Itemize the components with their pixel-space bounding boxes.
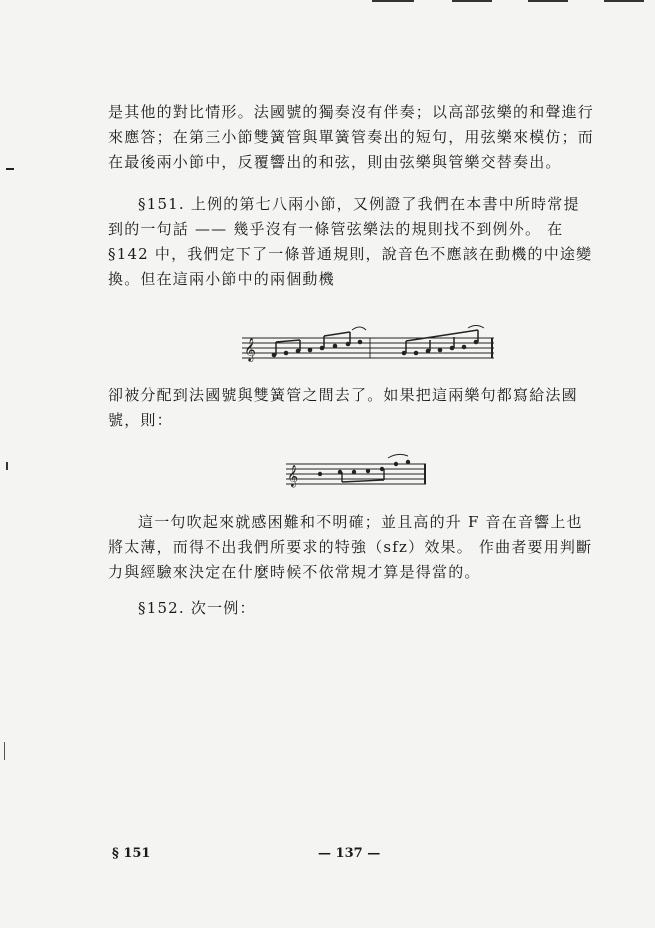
paragraph-2 [108,192,605,292]
footer-section-ref: § 151 [112,846,151,861]
margin-mark [6,168,14,170]
section-heading [108,596,605,621]
top-rule-2 [452,0,492,2]
text-line: §142 中，我們定下了一條普通規則，說音色不應該在動機的中途變 [108,245,593,263]
text-line: 換。但在這兩小節中的兩個動機 [108,270,335,288]
margin-mark [4,742,8,760]
text-line: 卻被分配到法國號與雙簧管之間去了。如果把這兩樂句都寫給法國 [108,386,578,404]
paragraph-4 [108,510,605,585]
text-line: 到的一句話 —— 幾乎沒有一條管弦樂法的規則找不到例外。 在 [108,220,564,238]
text-line: 在最後兩小節中，反覆響出的和弦，則由弦樂與管樂交替奏出。 [108,153,562,171]
text-line: 是其他的對比情形。法國號的獨奏沒有伴奏；以高部弦樂的和聲進行 [108,103,595,121]
page-number: — 137 — [318,846,381,861]
text-line: 號，則： [108,411,173,429]
text-line: 這一句吹起來就感困難和不明確；並且高的升 F 音在音響上也 [138,513,583,531]
top-rule-4 [604,0,644,2]
svg-text:𝄞: 𝄞 [287,465,299,487]
margin-mark [6,462,8,470]
svg-text:𝄞: 𝄞 [244,337,256,361]
text-line: §151. 上例的第七八兩小節，又例證了我們在本書中所時常提 [138,195,580,213]
text-line: 來應答；在第三小節雙簧管與單簧管奏出的短句，用弦樂來模仿；而 [108,128,595,146]
music-example-1 [240,322,496,364]
text-line: 將太薄，而得不出我們所要求的特強（sfz）效果。 作曲者要用判斷 [108,538,593,556]
section-heading-text: §152. 次一例： [138,599,256,617]
top-rule-3 [528,0,568,2]
paragraph-1 [108,100,605,175]
music-example-2 [284,452,430,492]
text-line: 力與經驗來決定在什麼時候不依常規才算是得當的。 [108,563,481,581]
paragraph-3 [108,383,605,433]
top-rule-1 [372,0,414,2]
